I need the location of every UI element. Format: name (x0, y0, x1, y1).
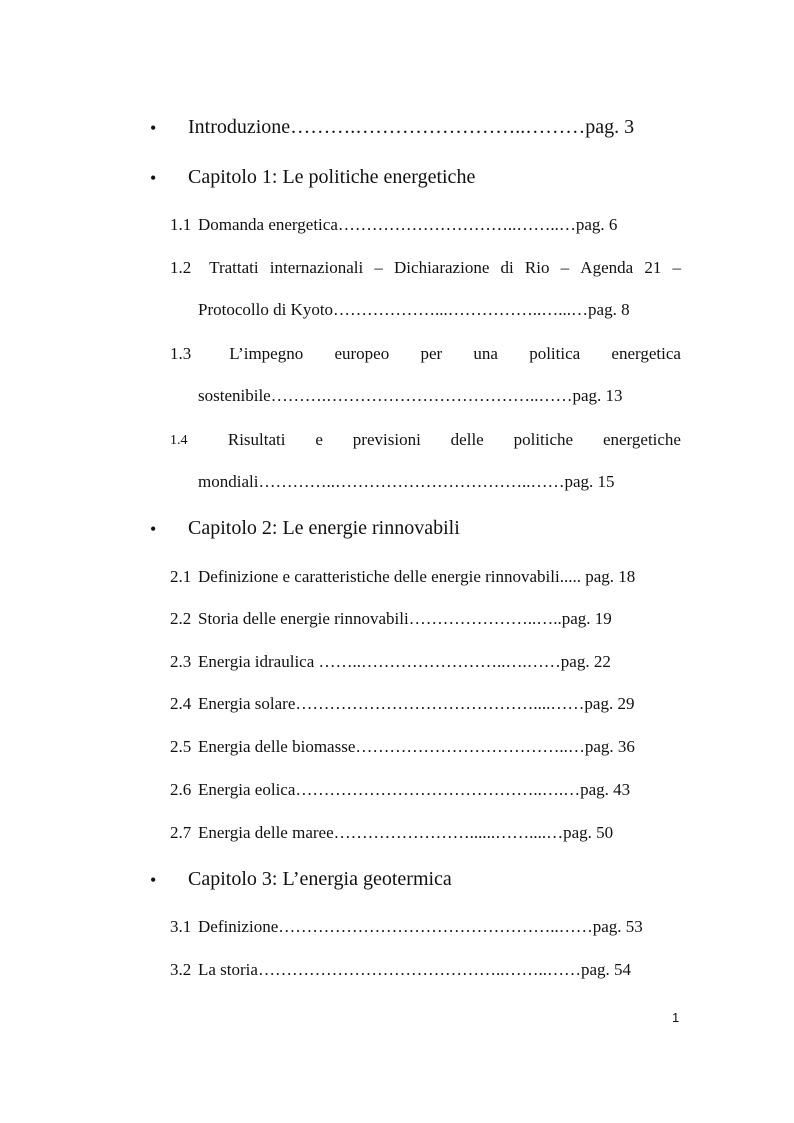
toc-chapter-2: Capitolo 2: Le energie rinnovabili (188, 517, 460, 539)
toc-entry-1-1 (170, 215, 617, 235)
section-number: 1.1 (170, 215, 192, 234)
word: 21 (644, 258, 662, 277)
section-number: 1.4 (170, 433, 188, 448)
word: previsioni (352, 430, 421, 449)
section-number: 3.1 (170, 917, 192, 936)
entry-text: Domanda energetica…………………………..……..…pag. 6 (198, 215, 618, 234)
section-number: 2.7 (170, 823, 192, 842)
entry-text: Energia delle biomasse………………………………..…pag. 36 (198, 737, 635, 756)
page-number: 1 (672, 1010, 680, 1025)
word: L’impegno (229, 344, 304, 363)
toc-entry-1-3-cont: sostenibile……….………………………………..……pag. 13 (198, 386, 623, 405)
word: una (473, 344, 498, 363)
word: Agenda (580, 258, 634, 277)
bullet-cap1: • (150, 168, 157, 188)
word: politiche (513, 430, 574, 449)
toc-chapter-3: Capitolo 3: L’energia geotermica (188, 868, 452, 890)
toc-entry-1-3 (170, 344, 681, 364)
section-number: 2.3 (170, 652, 192, 671)
toc-entry-2-2 (170, 609, 612, 629)
word: delle (450, 430, 484, 449)
toc-entry-1-4-cont: mondiali…………..……………………………..……pag. 15 (198, 472, 615, 491)
section-number: 2.6 (170, 780, 192, 799)
word: internazionali (269, 258, 364, 277)
section-number: 2.1 (170, 567, 192, 586)
word: Rio (524, 258, 550, 277)
word: – (374, 258, 383, 277)
toc-entry-2-1 (170, 567, 635, 587)
entry-text: Definizione e caratteristiche delle energie rinnovabili..... pag. 18 (198, 567, 636, 586)
word: politica (529, 344, 581, 363)
word: per (420, 344, 443, 363)
toc-intro: Introduzione……….……………………..………pag. 3 (188, 116, 635, 138)
toc-entry-3-1 (170, 917, 643, 937)
toc-entry-2-5 (170, 737, 635, 757)
entry-text: Energia delle maree……………………......……....…pag. 50 (198, 823, 614, 842)
bullet-intro: • (150, 118, 157, 138)
bullet-cap3: • (150, 870, 157, 890)
section-number: 2.2 (170, 609, 192, 628)
entry-text: Storia delle energie rinnovabili…………………..…..pag. 19 (198, 609, 612, 628)
section-number: 2.5 (170, 737, 192, 756)
section-number: 1.3 (170, 344, 192, 363)
toc-entry-2-6 (170, 780, 630, 800)
word: Dichiarazione (394, 258, 490, 277)
toc-entry-2-7 (170, 823, 613, 843)
word: e (315, 430, 323, 449)
toc-entry-1-2 (170, 258, 681, 278)
toc-chapter-1: Capitolo 1: Le politiche energetiche (188, 166, 476, 188)
toc-entry-2-4 (170, 694, 634, 714)
word: Risultati (227, 430, 286, 449)
word: europeo (334, 344, 390, 363)
entry-text: La storia……………………………………..……..……pag. 54 (198, 960, 631, 979)
toc-entry-1-2-cont: Protocollo di Kyoto………………...……………..…...…pag. 8 (198, 300, 630, 319)
word: – (560, 258, 570, 277)
section-number: 2.4 (170, 694, 192, 713)
toc-entry-3-2 (170, 960, 631, 980)
section-number: 3.2 (170, 960, 192, 979)
entry-text: Energia eolica……………………………………..….…pag. 43 (198, 780, 631, 799)
word: – (672, 258, 681, 277)
word: energetiche (602, 430, 681, 449)
toc-entry-1-4 (170, 430, 681, 450)
section-number: 1.2 (170, 258, 192, 277)
word: energetica (611, 344, 681, 363)
entry-text: Definizione…………………………………………..……pag. 53 (198, 917, 643, 936)
entry-text: Energia solare……………………………………....……pag. 29 (198, 694, 635, 713)
word: Trattati (209, 258, 259, 277)
word: di (500, 258, 514, 277)
bullet-cap2: • (150, 519, 157, 539)
toc-entry-2-3 (170, 652, 611, 672)
entry-text: Energia idraulica ……..……………………..….……pag. 22 (198, 652, 611, 671)
